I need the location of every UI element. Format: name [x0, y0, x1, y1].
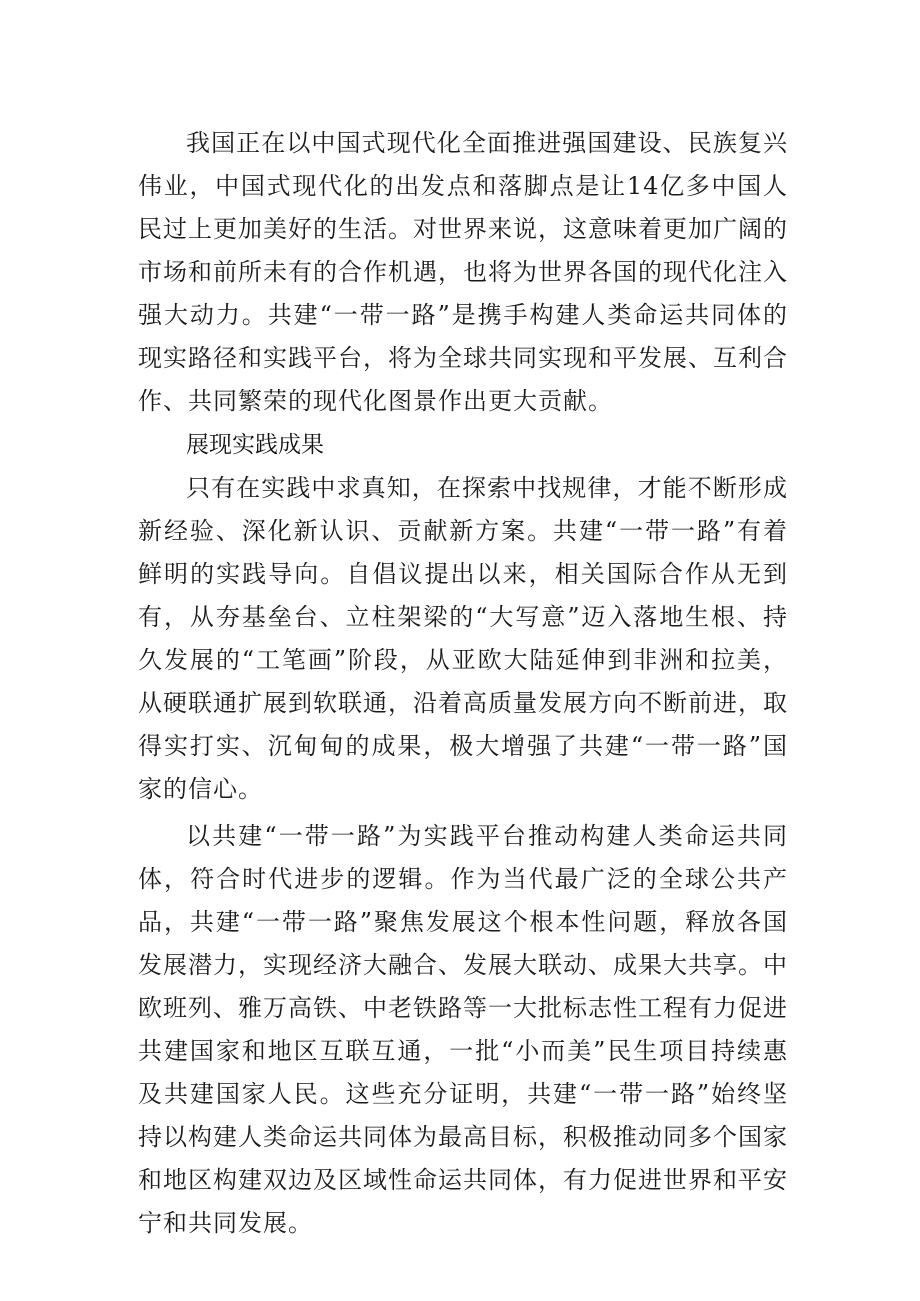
paragraph-intro: 我国正在以中国式现代化全面推进强国建设、民族复兴伟业，中国式现代化的出发点和落脚点是让14亿多中国人民过上更加美好的生活。对世界来说，这意味着更加广阔的市场和前所未有的合作机遇，也将为世界各国的现代化注入强大动力。共建“一带一路”是携手构建人类命运共同体的现实路径和实践平台，将为全球共同实现和平发展、互利合作、共同繁荣的现代化图景作出更大贡献。 — [138, 129, 788, 415]
paragraph-platform: 以共建“一带一路”为实践平台推动构建人类命运共同体，符合时代进步的逻辑。作为当代最广泛的全球公共产品，共建“一带一路”聚焦发展这个根本性问题，释放各国发展潜力，实现经济大融合、发展大联动、成果大共享。中欧班列、雅万高铁、中老铁路等一大批标志性工程有力促进共建国家和地区互联互通，一批“小而美”民生项目持续惠及共建国家人民。这些充分证明，共建“一带一路”始终坚持以构建人类命运共同体为最高目标，积极推动同多个国家和地区构建双边及区域性命运共同体，有力促进世界和平安宁和共同发展。 — [138, 822, 788, 1237]
document-page — [138, 122, 788, 1245]
paragraph-practice: 只有在实践中求真知，在探索中找规律，才能不断形成新经验、深化新认识、贡献新方案。共建“一带一路”有着鲜明的实践导向。自倡议提出以来，相关国际合作从无到有，从夯基垒台、立柱架梁的“大写意”迈入落地生根、持久发展的“工笔画”阶段，从亚欧大陆延伸到非洲和拉美，从硬联通扩展到软联通，沿着高质量发展方向不断前进，取得实打实、沉甸甸的成果，极大增强了共建“一带一路”国家的信心。 — [138, 474, 788, 803]
section-heading: 展现实践成果 — [186, 432, 324, 458]
